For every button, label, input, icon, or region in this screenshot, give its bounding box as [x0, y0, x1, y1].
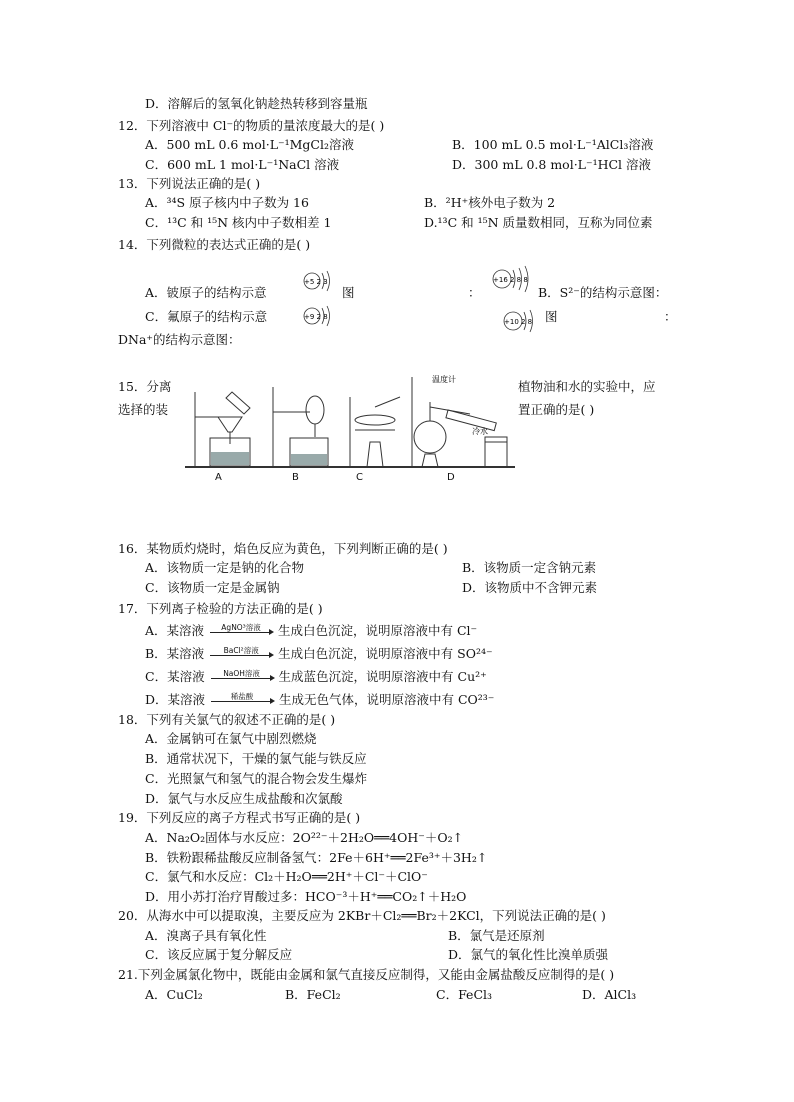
q15-stem-left-2: 选择的装 — [118, 402, 169, 417]
sulfide-ion-diagram — [488, 264, 536, 298]
q20-stem: 20．从海水中可以提取溴，主要反应为 2KBr＋Cl₂══Br₂＋2KCl，下列说法正确的是( ) — [118, 908, 606, 923]
q17-c-result: 生成蓝色沉淀，说明原溶液中有 Cu²⁺ — [278, 669, 487, 684]
q19-option-a: A．Na₂O₂固体与水反应：2O²²⁻＋2H₂O══4OH⁻＋O₂↑ — [145, 830, 464, 845]
atom-d-label: +10 2 8 — [504, 318, 533, 326]
q14-option-a-suffix: 图 — [342, 285, 355, 300]
q15-stem-right-2: 置正确的是( ) — [518, 402, 595, 417]
q17-b-result: 生成白色沉淀，说明原溶液中有 SO²⁴⁻ — [278, 646, 493, 661]
fluorine-atom-diagram — [300, 302, 338, 332]
q12-option-b: B．100 mL 0.5 mol·L⁻¹AlCl₃溶液 — [452, 137, 654, 152]
q17-option-c — [145, 668, 487, 686]
atom-b-label: +16 2 8 8 — [493, 276, 528, 284]
q13-option-d: D.¹³C 和 ¹⁵N 质量数相同，互称为同位素 — [424, 215, 653, 230]
q17-a-result: 生成白色沉淀，说明原溶液中有 Cl⁻ — [278, 623, 478, 638]
q14-colon-1: ： — [468, 285, 481, 300]
q16-option-c: C．该物质一定是金属钠 — [145, 580, 280, 595]
q18-stem: 18．下列有关氯气的叙述不正确的是( ) — [118, 712, 336, 727]
q21-option-a: A．CuCl₂ — [145, 987, 203, 1002]
q14-stem: 14．下列微粒的表达式正确的是( ) — [118, 237, 311, 252]
q17-a-reagent: AgNO³溶液 — [221, 622, 261, 632]
q21-option-d: D．AlCl₃ — [582, 987, 637, 1002]
q16-option-a: A．该物质一定是钠的化合物 — [145, 560, 305, 575]
q14-colon-2: ： — [664, 309, 677, 324]
atom-c-label: +9 2 8 — [304, 313, 328, 321]
q17-option-d — [145, 691, 494, 709]
q17-stem: 17．下列离子检验的方法正确的是( ) — [118, 601, 323, 616]
sodium-ion-diagram — [500, 306, 544, 338]
q13-stem: 13．下列说法正确的是( ) — [118, 176, 261, 191]
apparatus-label-d: D — [447, 472, 455, 483]
q18-option-b: B．通常状况下，干燥的氯气能与铁反应 — [145, 751, 367, 766]
q17-a-reagent-arrow — [210, 622, 272, 639]
apparatus-label-c: C — [356, 472, 363, 483]
q19-option-b: B．铁粉跟稀盐酸反应制备氢气：2Fe＋6H⁺══2Fe³⁺＋3H₂↑ — [145, 850, 488, 865]
q17-d-reagent: 稀盐酸 — [230, 691, 254, 701]
apparatus-label-b: B — [292, 472, 299, 483]
q18-option-d: D．氯气与水反应生成盐酸和次氯酸 — [145, 791, 343, 806]
q16-stem: 16．某物质灼烧时，焰色反应为黄色，下列判断正确的是( ) — [118, 541, 448, 556]
q17-option-b — [145, 645, 493, 663]
q18-option-c: C．光照氯气和氢气的混合物会发生爆炸 — [145, 771, 368, 786]
q21-option-b: B．FeCl₂ — [285, 987, 341, 1002]
q16-option-d: D．该物质中不含钾元素 — [462, 580, 598, 595]
q19-c-equals: ══ — [311, 869, 327, 884]
q17-option-a — [145, 622, 477, 640]
q21-option-c: C．FeCl₃ — [436, 987, 493, 1002]
q14-option-d: DNa⁺的结构示意图： — [118, 332, 241, 347]
q17-b-prefix: B．某溶液 — [145, 646, 205, 661]
q17-d-result: 生成无色气体，说明原溶液中有 CO²³⁻ — [279, 692, 495, 707]
q15-stem-left-1: 15．分离 — [118, 379, 172, 394]
q14-option-c-suffix: 图 — [545, 309, 558, 324]
q11-option-d: D．溶解后的氢氧化钠趁热转移到容量瓶 — [145, 96, 368, 111]
q17-d-reagent-arrow — [211, 691, 273, 708]
q12-option-d: D．300 mL 0.8 mol·L⁻¹HCl 溶液 — [452, 157, 652, 172]
q16-option-b: B．该物质一定含钠元素 — [462, 560, 597, 575]
q17-b-reagent: BaCl²溶液 — [223, 645, 259, 655]
q12-stem: 12．下列溶液中 Cl⁻的物质的量浓度最大的是( ) — [118, 118, 385, 133]
beryllium-atom-diagram — [300, 267, 336, 299]
q20-option-d: D．氯气的氧化性比溴单质强 — [448, 947, 609, 962]
q19-c-right: 2H⁺＋Cl⁻＋ClO⁻ — [326, 869, 428, 884]
q13-option-c: C．¹³C 和 ¹⁵N 核内中子数相差 1 — [145, 215, 332, 230]
q20-option-c: C．该反应属于复分解反应 — [145, 947, 293, 962]
q14-option-a-prefix: A．铍原子的结构示意 — [145, 285, 267, 300]
q19-option-c — [145, 868, 428, 886]
q17-c-prefix: C．某溶液 — [145, 669, 205, 684]
q13-option-a: A．³⁴S 原子核内中子数为 16 — [145, 195, 309, 210]
q19-c-left: C．氯气和水反应：Cl₂＋H₂O — [145, 869, 312, 884]
separation-apparatus-figure — [180, 372, 520, 484]
q17-b-reagent-arrow — [210, 645, 272, 662]
q15-stem-right-1: 植物油和水的实验中，应 — [518, 379, 656, 394]
q18-option-a: A．金属钠可在氯气中剧烈燃烧 — [145, 731, 317, 746]
q13-option-b: B．²H⁺核外电子数为 2 — [424, 195, 556, 210]
apparatus-label-a: A — [215, 472, 222, 483]
q17-a-prefix: A．某溶液 — [145, 623, 205, 638]
q19-option-d: D．用小苏打治疗胃酸过多：HCO⁻³＋H⁺══CO₂↑＋H₂O — [145, 889, 467, 904]
q21-stem: 21.下列金属氯化物中，既能由金属和氯气直接反应制得，又能由金属盐酸反应制得的是( ) — [118, 967, 615, 982]
q17-c-reagent: NaOH溶液 — [223, 668, 260, 678]
q17-c-reagent-arrow — [211, 668, 273, 685]
q14-option-c-prefix: C．氟原子的结构示意 — [145, 309, 268, 324]
q20-option-b: B．氯气是还原剂 — [448, 928, 545, 943]
q14-option-b: B．S²⁻的结构示意图： — [538, 285, 668, 300]
q12-option-c: C．600 mL 1 mol·L⁻¹NaCl 溶液 — [145, 157, 340, 172]
q20-option-a: A．溴离子具有氧化性 — [145, 928, 267, 943]
atom-a-label: +5 2 3 — [304, 278, 328, 286]
cold-water-label: 冷水 — [472, 427, 488, 436]
thermometer-label: 温度计 — [432, 375, 456, 384]
q19-stem: 19．下列反应的离子方程式书写正确的是( ) — [118, 810, 361, 825]
q12-option-a: A．500 mL 0.6 mol·L⁻¹MgCl₂溶液 — [145, 137, 354, 152]
q17-d-prefix: D．某溶液 — [145, 692, 206, 707]
